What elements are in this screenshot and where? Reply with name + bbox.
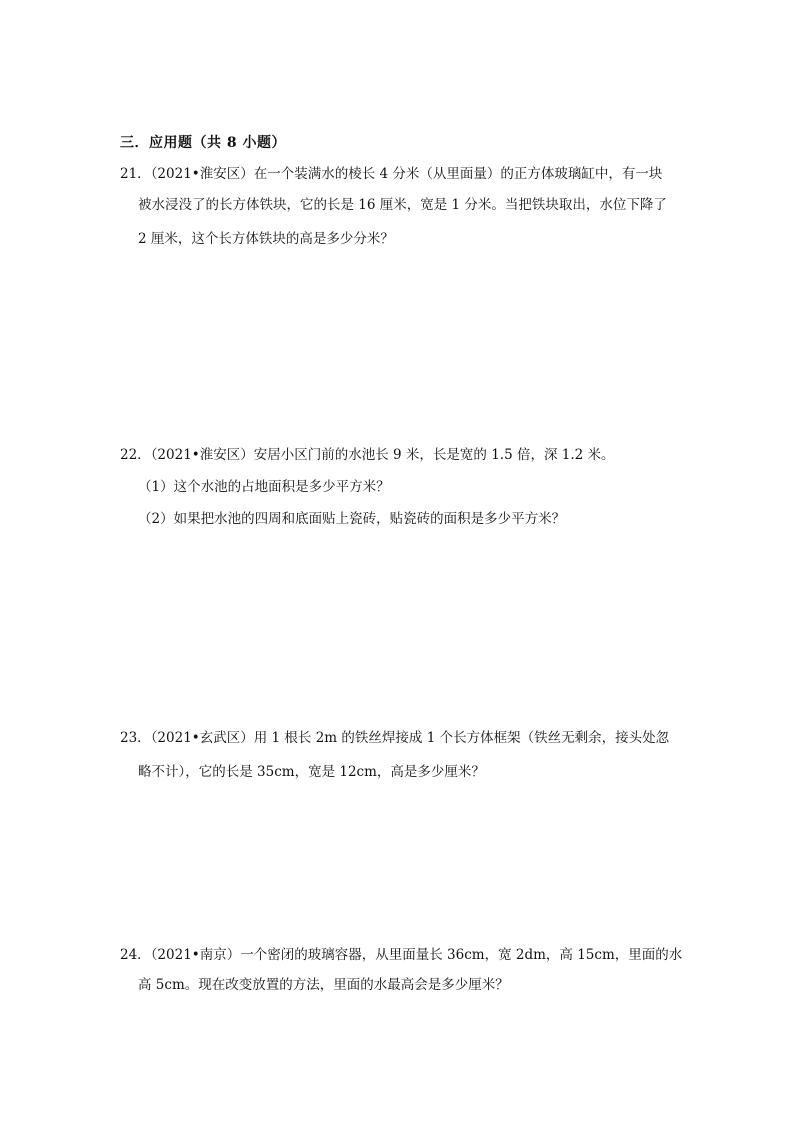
question-text: （2021•南京）一个密闭的玻璃容器，从里面量长 36cm，宽 2dm，高 15cm，里面的水 xyxy=(150,947,683,963)
question-number: 24． xyxy=(120,947,151,963)
question-line xyxy=(120,729,669,747)
question-line: 2 厘米，这个长方体铁块的高是多少分米？ xyxy=(138,231,394,247)
question-line: 略不计），它的长是 35cm，宽是 12cm，高是多少厘米？ xyxy=(138,764,485,780)
question-text: （2021•玄武区）用 1 根长 2m 的铁丝焊接成 1 个长方体框架（铁丝无剩余，接头处忽 xyxy=(150,730,670,746)
sub-question-1: （1）这个水池的占地面积是多少平方米？ xyxy=(138,479,390,495)
question-text: （2021•淮安区）安居小区门前的水池长 9 米，长是宽的 1.5 倍，深 1.2 米。 xyxy=(150,447,615,463)
question-number: 21． xyxy=(120,166,151,182)
question-line xyxy=(120,946,682,964)
question-line xyxy=(120,446,615,464)
question-number: 22． xyxy=(120,447,151,463)
question-number: 23． xyxy=(120,730,151,746)
question-line: 被水浸没了的长方体铁块，它的长是 16 厘米，宽是 1 分米。当把铁块取出，水位下降了 xyxy=(138,197,667,213)
section-title: 三．应用题（共 8 小题） xyxy=(120,135,286,151)
question-line: 高 5cm。现在改变放置的方法，里面的水最高会是多少厘米？ xyxy=(138,977,509,993)
sub-question-2: （2）如果把水池的四周和底面贴上瓷砖，贴瓷砖的面积是多少平方米？ xyxy=(138,511,566,527)
question-text: （2021•淮安区）在一个装满水的棱长 4 分米（从里面量）的正方体玻璃缸中，有一块 xyxy=(150,166,663,182)
question-line xyxy=(120,165,662,183)
